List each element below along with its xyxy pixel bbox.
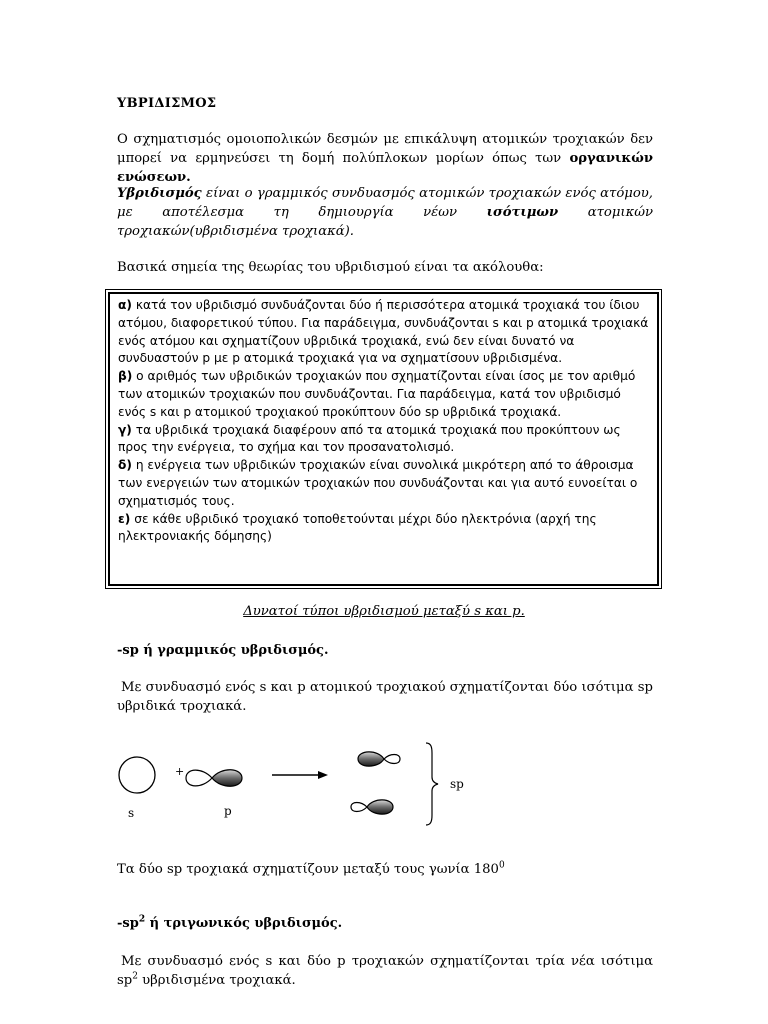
intro-text: Ο σχηματισμός ομοιοπολικών δεσμών με επικάλυψη ατομικών τροχιακών δεν μπορεί να ερμηνεύσει τη δομή πολύπλοκων μορίων όπως των [117,132,653,166]
sp-hybridization-diagram [108,735,488,830]
sp2-heading-prefix: -sp [117,916,139,931]
angle-superscript: 0 [498,860,505,871]
point-text: ο αριθμός των υβριδικών τροχιακών που σχηματίζονται είναι ίσος με τον αριθμό των ατομικών τροχιακών που συνδυάζονται. Για παράδειγμα, κατά τον υβριδισμό ενός s και p ατομικού τροχιακού προκύπτουν δύο sp υβριδικά τροχιακά. [118,369,636,419]
point-label: α) [118,298,132,312]
sp2-text-2: υβριδισμένα τροχιακά. [142,973,296,988]
point-d [118,457,651,510]
sp-paragraph: Με συνδυασμό ενός s και p ατομικού τροχιακού σχηματίζονται δύο ισότιμα sp υβριδικά τροχιακά. [117,680,653,714]
point-text: τα υβριδικά τροχιακά διαφέρουν από τα ατομικά τροχιακά που προκύπτουν ως προς την ενέργεια, το σχήμα και τον προσανατολισμό. [118,422,621,455]
sp-heading: -sp ή γραμμικός υβριδισμός. [117,643,329,658]
sp2-heading [117,916,342,931]
brace-icon [426,743,438,825]
sp-angle-text [117,860,653,879]
sp-result-label: sp [450,777,464,791]
point-text: η ενέργεια των υβριδικών τροχιακών είναι συνολικά μικρότερη από το άθροισμα των ενεργειών των ατομικών τροχιακών που συνδυάζονται και για αυτό ευνοείται ο σχηματισμός τους. [118,458,638,508]
angle-text: Τα δύο sp τροχιακά σχηματίζουν μεταξύ τους γωνία 180 [117,862,499,877]
sp-orbital-lower-icon [351,800,393,814]
intro-bold: οργανικών ενώσεων. [117,151,653,185]
definition-text-1: είναι ο γραμμικός συνδυασμός ατομικών τροχιακών ενός ατόμου, με αποτέλεσμα τη δημιουργία νέων [117,186,653,220]
point-a [118,297,651,368]
point-e [118,511,651,547]
p-orbital-icon [186,770,242,787]
definition-text-2: ατομικών τροχιακών(υβριδισμένα τροχιακά). [117,205,653,239]
key-points-box [108,292,659,586]
types-heading: Δυνατοί τύποι υβριδισμού μεταξύ s και p. [243,604,525,619]
reaction-arrow-icon [272,771,328,779]
definition-bold: ισότιμων [486,205,559,220]
page-title: ΥΒΡΙΔΙΣΜΟΣ [117,96,217,111]
p-label: p [224,804,232,818]
point-label: β) [118,369,133,384]
s-orbital-icon [119,757,155,793]
point-text: σε κάθε υβριδικό τροχιακό τοποθετούνται μέχρι δύο ηλεκτρόνια (αρχή της ηλεκτρονιακής δόμησης) [118,511,597,544]
key-points-intro: Βασικά σημεία της θεωρίας του υβριδισμού είναι τα ακόλουθα: [117,260,544,275]
sp2-text: Με συνδυασμό ενός s και δύο p τροχιακών σχηματίζονται τρία νέα ισότιμα sp [117,954,653,988]
point-b [118,368,651,421]
sp2-text-superscript: 2 [132,971,138,982]
sp2-heading-suffix: ή τριγωνικός υβριδισμός. [145,916,343,931]
s-label: s [128,806,135,820]
point-label: γ) [118,422,132,437]
sp2-heading-superscript: 2 [138,914,146,925]
intro-paragraph [117,130,653,187]
sp2-paragraph [117,952,653,990]
plus-sign: + [175,765,185,778]
sp-orbital-upper-icon [358,752,400,766]
definition-term: Υβριδισμός [117,186,202,201]
point-text: κατά τον υβριδισμό συνδυάζονται δύο ή περισσότερα ατομικά τροχιακά του ίδιου ατόμου, διαφορετικού τύπου. Για παράδειγμα, συνδυάζονται s και p ατομικά τροχιακά ενός ατόμου και σχηματίζουν υβριδικά τροχιακά, ενώ δεν είναι δυνατό να συνδυαστούν p με p ατομικά τροχιακά για να σχηματίσουν υβριδισμένα. [118,298,649,366]
point-c [118,422,651,458]
definition-paragraph [117,184,653,241]
point-label: ε) [118,511,131,526]
point-label: δ) [118,458,132,473]
